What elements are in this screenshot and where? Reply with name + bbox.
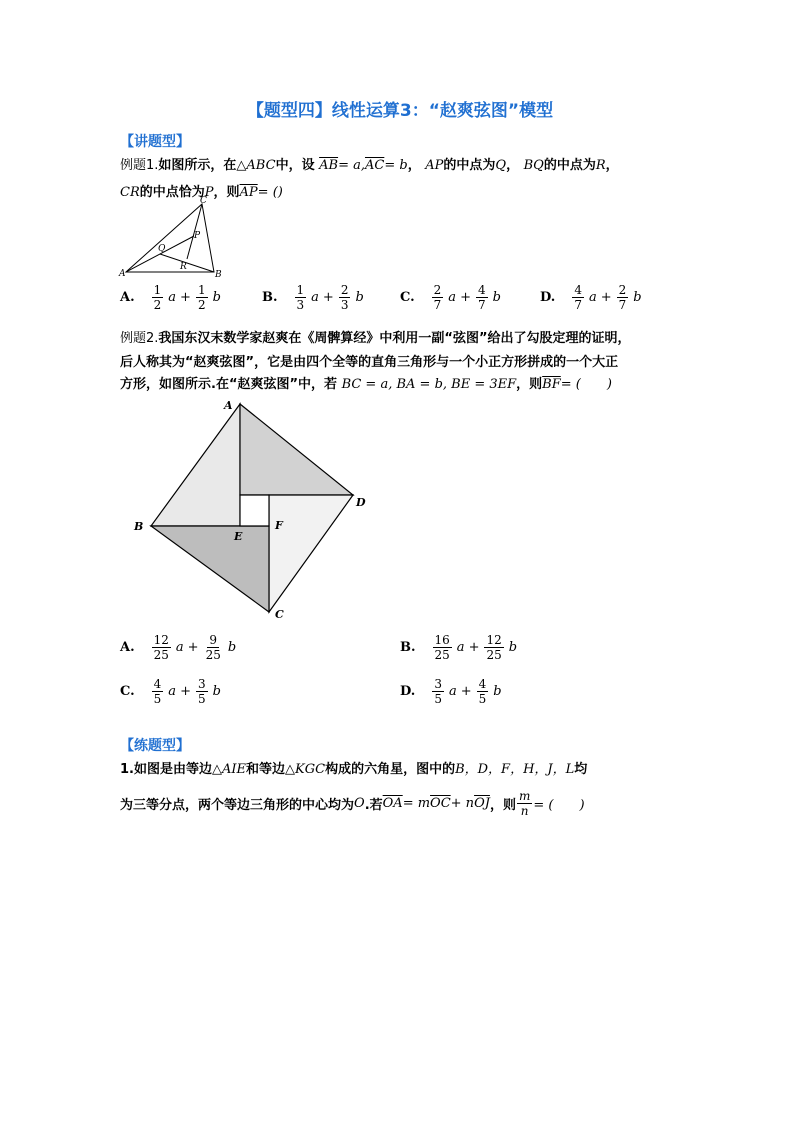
vector-a: a — [175, 640, 184, 655]
label-e: E — [234, 530, 243, 543]
example1-option-d[interactable]: D. $\frac{4}{7}$ a + $\frac{2}{7}$ b — [540, 283, 642, 312]
text: ， — [407, 158, 421, 173]
vector-equations: BC = a, BA = b, BE = 3EF — [341, 377, 517, 392]
fraction: $\frac{16}{25}$ — [434, 633, 450, 662]
fraction-m-over-n: $\frac{m}{n}$ — [518, 789, 531, 818]
label-f: F — [275, 519, 283, 532]
math: Q — [495, 158, 507, 173]
math: O — [354, 796, 365, 811]
fraction: $\frac{12}{25}$ — [486, 633, 502, 662]
option-key: A. — [120, 640, 135, 655]
text: ，则 — [516, 377, 543, 392]
math: = b — [384, 158, 408, 173]
vector-a: a — [456, 640, 465, 655]
vector-a: a — [168, 290, 177, 305]
triangle-aie: △AIE — [211, 762, 246, 777]
text: 均 — [574, 762, 588, 777]
vector-b: b — [492, 290, 501, 305]
label-r: R — [180, 262, 187, 272]
text: 构成的六角星，图中的 — [325, 762, 456, 777]
math: = ( ) — [560, 377, 612, 392]
option-key: B. — [262, 290, 278, 305]
triangle-abc: △ABC — [236, 158, 276, 173]
vector-b: b — [355, 290, 364, 305]
text: 如图所示，在 — [158, 158, 237, 173]
example2-option-c[interactable]: C. $\frac{4}{5}$ a + $\frac{3}{5}$ b — [120, 677, 221, 706]
section-heading-practice: 【练题型】 — [120, 738, 190, 754]
practice1-line1 — [120, 758, 587, 777]
points-list: B，D，F，H，J，L — [455, 762, 575, 777]
label-c: C — [275, 608, 284, 621]
triangle-kgc: △KGC — [285, 762, 326, 777]
fraction: $\frac{4}{7}$ — [477, 283, 486, 312]
vector-b: b — [212, 290, 221, 305]
text: .若 — [364, 798, 383, 813]
math: + n — [450, 796, 475, 811]
example2-line3 — [120, 373, 612, 392]
vector-oc: $\overline{OC}$ — [430, 796, 451, 811]
text: 方形，如图所示.在“赵爽弦图”中，若 — [120, 377, 338, 392]
vector-a: a — [588, 290, 597, 305]
math: AP — [425, 158, 444, 173]
label-p: P — [194, 231, 201, 241]
option-key: A. — [120, 290, 135, 305]
math: = () — [257, 185, 283, 200]
vector-ab: $\overline{AB}$ — [319, 158, 339, 173]
fraction: $\frac{4}{7}$ — [574, 283, 582, 312]
example2-option-d[interactable]: D. $\frac{3}{5}$ a + $\frac{4}{5}$ b — [400, 677, 502, 706]
vector-bf: $\overline{BF}$ — [542, 377, 561, 392]
label-c: C — [200, 196, 207, 206]
label-b: B — [134, 520, 144, 533]
text: ，则 — [213, 185, 240, 200]
fraction: $\frac{12}{25}$ — [153, 633, 169, 662]
vector-a: a — [448, 684, 457, 699]
section-heading-lecture: 【讲题型】 — [120, 134, 190, 150]
math: = a, — [338, 158, 365, 173]
fraction: $\frac{3}{5}$ — [197, 677, 206, 706]
vector-b: b — [493, 684, 502, 699]
example2-option-b[interactable]: B. $\frac{16}{25}$ a + $\frac{12}{25}$ b — [400, 633, 518, 662]
practice1-line2 — [120, 790, 585, 817]
vector-b: b — [212, 684, 221, 699]
example1-option-c[interactable]: C. $\frac{2}{7}$ a + $\frac{4}{7}$ b — [400, 283, 501, 312]
vector-b: b — [508, 640, 518, 655]
option-key: B. — [400, 640, 416, 655]
fraction: $\frac{1}{2}$ — [153, 283, 162, 312]
math: = m — [402, 796, 431, 811]
math: R — [595, 158, 606, 173]
text: 为三等分点，两个等边三角形的中心均为 — [120, 798, 355, 813]
vector-oa: $\overline{OA}$ — [382, 796, 403, 811]
label-a: A — [224, 399, 233, 412]
example1-label: 例题1. — [120, 158, 159, 173]
math: BQ — [523, 158, 544, 173]
text: ， — [506, 158, 520, 173]
vector-ac: $\overline{AC}$ — [364, 158, 385, 173]
fraction: $\frac{9}{25}$ — [205, 633, 221, 662]
example2-line2: 后人称其为“赵爽弦图”，它是由四个全等的直角三角形与一个小正方形拼成的一个大正 — [120, 355, 619, 370]
text: ，则 — [489, 798, 516, 813]
fraction: $\frac{3}{5}$ — [434, 677, 442, 706]
text: 我国东汉末数学家赵爽在《周髀算经》中利用一副“弦图”给出了勾股定理的证明， — [158, 331, 631, 346]
math: = ( ) — [533, 798, 585, 813]
text: 的中点为 — [443, 158, 496, 173]
vector-oj: $\overline{OJ}$ — [474, 796, 490, 811]
label-b: B — [215, 270, 222, 280]
vector-a: a — [311, 290, 319, 305]
fraction: $\frac{2}{7}$ — [618, 283, 627, 312]
example2-line1 — [120, 327, 631, 346]
example1-option-a[interactable]: A. $\frac{1}{2}$ a + $\frac{1}{2}$ b — [120, 283, 221, 312]
fraction: $\frac{1}{2}$ — [197, 283, 206, 312]
option-key: D. — [400, 684, 416, 699]
label-a: A — [119, 269, 126, 279]
label-d: D — [356, 496, 366, 509]
text: 的中点恰为 — [139, 185, 205, 200]
math: P — [204, 185, 214, 200]
text: 中，设 — [275, 158, 315, 173]
fraction: $\frac{4}{5}$ — [153, 677, 162, 706]
fraction: $\frac{1}{3}$ — [296, 283, 305, 312]
text: 1.如图是由等边 — [120, 762, 212, 777]
text: 和等边 — [246, 762, 286, 777]
fraction: $\frac{2}{3}$ — [340, 283, 349, 312]
example1-line1 — [120, 154, 619, 173]
example2-label: 例题2. — [120, 331, 159, 346]
zhao-shuang-diagram — [128, 392, 368, 624]
fraction: $\frac{4}{5}$ — [478, 677, 487, 706]
vector-a: a — [168, 684, 177, 699]
example1-option-b[interactable]: B. $\frac{1}{3}$ a + $\frac{2}{3}$ b — [262, 283, 364, 312]
example2-option-a[interactable]: A. $\frac{12}{25}$ a + $\frac{9}{25}$ b — [120, 633, 237, 662]
vector-ap: $\overline{AP}$ — [239, 185, 258, 200]
page-title: 【题型四】线性运算3：“赵爽弦图”模型 — [246, 101, 554, 121]
triangle-figure — [118, 196, 226, 280]
text: ， — [605, 158, 619, 173]
text: 的中点为 — [543, 158, 596, 173]
vector-b: b — [633, 290, 642, 305]
option-key: C. — [120, 684, 135, 699]
option-key: C. — [400, 290, 415, 305]
vector-a: a — [448, 290, 457, 305]
fraction: $\frac{2}{7}$ — [433, 283, 442, 312]
vector-b: b — [227, 640, 237, 655]
option-key: D. — [540, 290, 556, 305]
math: CR — [120, 185, 140, 200]
label-q: Q — [158, 244, 166, 254]
